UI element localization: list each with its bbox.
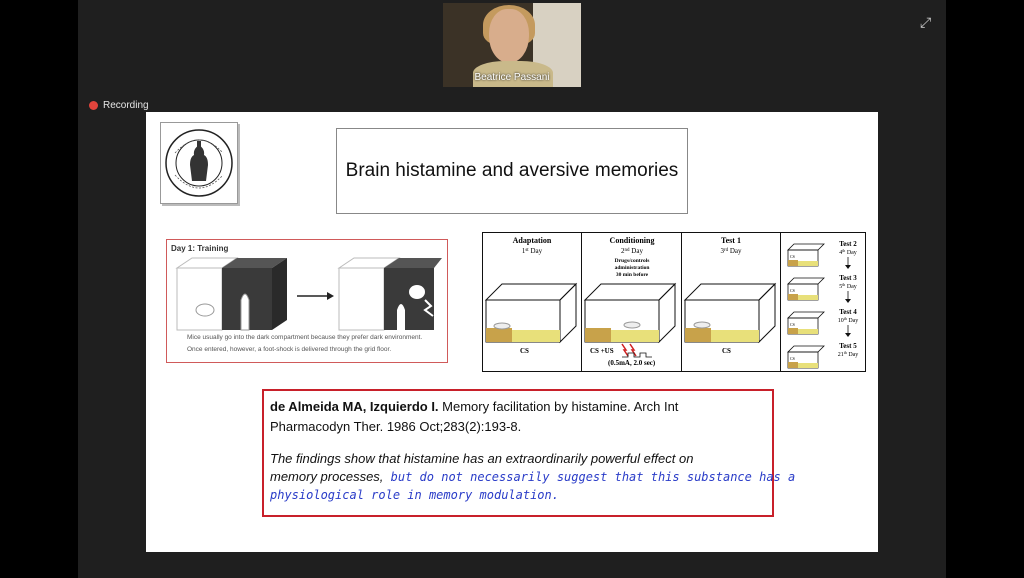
test-cs-label: CS — [790, 254, 795, 259]
test1-box — [685, 284, 775, 342]
conditioning-shock-label: (0.5mA, 2.0 sec) — [608, 359, 656, 367]
shared-slide — [146, 112, 878, 552]
conditioning-note-3: 30 min before — [615, 272, 649, 278]
test-row-2 — [788, 240, 857, 269]
adaptation-title: Adaptation — [512, 236, 552, 245]
down-arrow-icon — [845, 291, 851, 303]
participant-face — [489, 9, 529, 63]
conditioning-note-2: administration — [614, 265, 650, 271]
test-row-4 — [788, 308, 858, 337]
conditioning-note-1: Drugs/controls — [614, 258, 650, 264]
down-arrow-icon — [845, 325, 851, 337]
test-row-3 — [788, 274, 857, 303]
expand-icon[interactable]: ⤢ — [920, 14, 932, 30]
finding-line-1: The findings show that histamine has an extraordinarily powerful effect on — [270, 451, 694, 466]
reference-citation-line-2: Pharmacodyn Ther. 1986 Oct;283(2):193-8. — [270, 419, 522, 434]
training-caption — [187, 332, 437, 356]
test-cs-label: CS — [790, 322, 795, 327]
test-cs-label: CS — [790, 356, 795, 361]
adaptation-cs-label: CS — [520, 347, 529, 355]
slide-title: Brain histamine and aversive memories — [345, 160, 679, 181]
protocol-diagram — [482, 232, 866, 372]
reference-citation-line-1 — [270, 399, 678, 414]
recording-indicator — [89, 100, 149, 111]
university-seal-logo — [160, 122, 238, 204]
test-day: 21th Day — [837, 350, 859, 358]
test-title: Test 4 — [839, 308, 857, 316]
test-row-5 — [788, 342, 858, 368]
test-cs-label: CS — [790, 288, 795, 293]
test-day: 10th Day — [837, 316, 859, 324]
down-arrow-icon — [845, 257, 851, 269]
test-title: Test 2 — [839, 240, 857, 248]
later-tests-column — [788, 240, 858, 368]
participant-video[interactable] — [443, 3, 581, 87]
test-day: 5th Day — [839, 282, 857, 290]
adaptation-day: 1st Day — [521, 247, 543, 255]
test-title: Test 3 — [839, 274, 857, 282]
test-day: 4th Day — [839, 248, 857, 256]
training-caption-line-1: Mice usually go into the dark compartment because they prefer dark environment. — [187, 334, 423, 341]
participant-name: Beatrice Passani — [474, 72, 550, 83]
finding-memory-processes: memory processes, — [270, 469, 384, 484]
training-caption-line-2: Once entered, however, a foot-shock is delivered through the grid floor. — [187, 346, 392, 353]
finding-line-3 — [270, 487, 559, 502]
test1-day: 3rd Day — [720, 247, 742, 255]
test1-cs-label: CS — [722, 347, 731, 355]
conditioning-title: Conditioning — [609, 236, 655, 245]
adaptation-box — [486, 284, 576, 342]
test1-title: Test 1 — [721, 236, 741, 245]
finding-handwritten-part-1: but do not necessarily suggest that this substance has a — [383, 470, 796, 484]
recording-label: Recording — [103, 100, 149, 111]
training-title: Day 1: Training — [171, 244, 229, 253]
reference-authors: de Almeida MA, Izquierdo I. — [270, 399, 439, 414]
training-panel — [166, 239, 448, 363]
reference-citation-part-1: Memory facilitation by histamine. Arch Int — [438, 399, 679, 414]
training-diagram — [167, 250, 447, 340]
recording-dot-icon — [89, 101, 98, 110]
finding-line-2 — [270, 469, 795, 484]
reference-box — [262, 389, 796, 517]
conditioning-cs-us-label: CS +US — [590, 347, 614, 355]
test-title: Test 5 — [839, 342, 857, 350]
conditioning-day: 2nd Day — [621, 247, 643, 255]
finding-handwritten-part-2: physiological role in memory modulation. — [270, 488, 559, 502]
slide-title-box — [336, 128, 688, 214]
